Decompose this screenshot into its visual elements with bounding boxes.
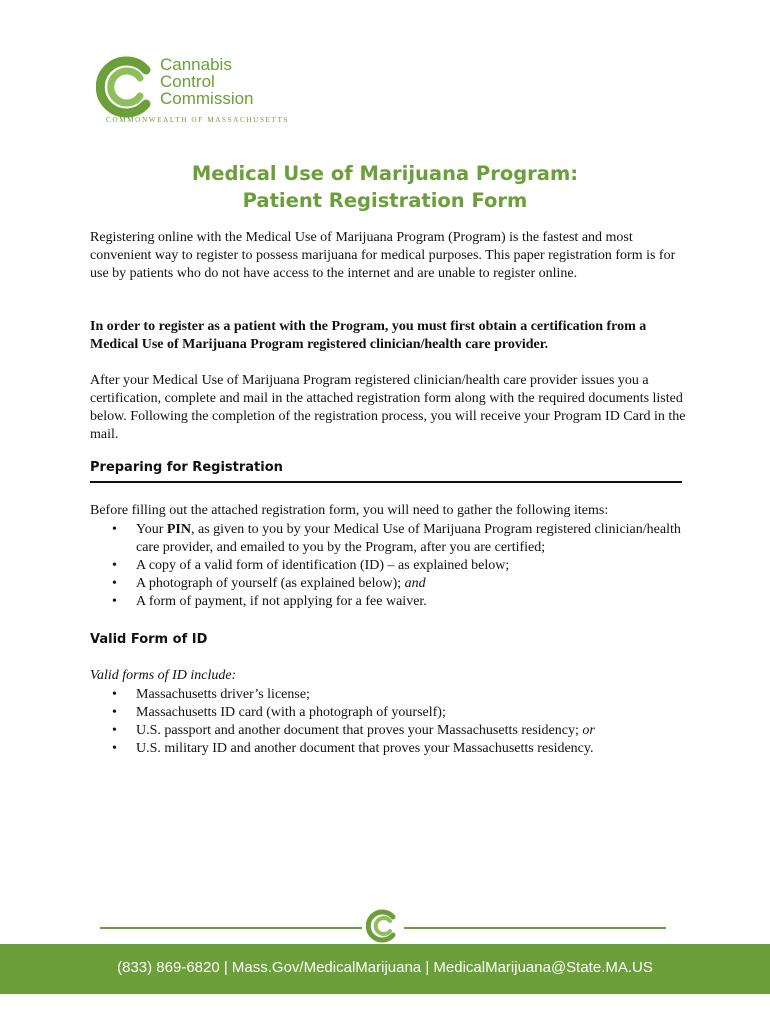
preparing-heading: Preparing for Registration [90, 460, 283, 475]
preparing-items-list [112, 521, 692, 611]
after-certification-paragraph: After your Medical Use of Marijuana Program registered clinician/health care provider issues you a certification, complete and mail in the attached registration form along with the required documents listed below. Following the completion of the registration process, you will receive your Program ID Card in the mail. [90, 373, 686, 442]
page-title [0, 160, 770, 214]
list-item [112, 704, 692, 722]
logo-line-2: Control [160, 72, 215, 91]
item-text: Massachusetts driver’s license; [136, 687, 310, 702]
footer-contact: (833) 869-6820 | Mass.Gov/MedicalMarijuana | MedicalMarijuana@State.MA.US [117, 959, 653, 976]
item-text: A photograph of yourself (as explained below); [136, 576, 405, 591]
logo-subtitle: COMMONWEALTH OF MASSACHUSETTS [106, 116, 290, 124]
item-text: A copy of a valid form of identification (ID) – as explained below; [136, 558, 510, 573]
item-text: , as given to you by your Medical Use of Marijuana Program registered clinician/health care provider, and emailed to you by the Program, after you are certified; [136, 522, 681, 555]
item-text: Your [136, 522, 167, 537]
cannabis-control-commission-mark-icon [366, 909, 400, 943]
title-line-1: Medical Use of Marijuana Program: [191, 162, 579, 185]
valid-id-heading: Valid Form of ID [90, 632, 208, 647]
list-item [112, 521, 692, 557]
list-item [112, 740, 692, 758]
item-text: Massachusetts ID card (with a photograph of yourself); [136, 705, 446, 720]
title-line-2: Patient Registration Form [242, 189, 528, 212]
logo-wordmark [160, 56, 254, 107]
list-item [112, 722, 692, 740]
valid-id-list [112, 686, 692, 758]
list-item [112, 557, 692, 575]
list-item [112, 593, 692, 611]
commission-logo [96, 54, 296, 134]
list-item [112, 575, 692, 593]
cannabis-control-commission-logo-icon [96, 56, 158, 118]
item-conjunction: or [582, 723, 595, 738]
section-divider [90, 481, 682, 483]
item-text: U.S. military ID and another document that proves your Massachusetts residency. [136, 741, 594, 756]
intro-paragraph: Registering online with the Medical Use of Marijuana Program (Program) is the fastest and most convenient way to register to possess marijuana for medical purposes. This paper registration form is for use by patients who do not have access to the internet and are unable to register online. [90, 230, 676, 281]
list-item [112, 686, 692, 704]
logo-line-3: Commission [160, 89, 254, 108]
logo-line-1: Cannabis [160, 55, 232, 74]
footer-divider-left [100, 927, 362, 929]
pin-emphasis: PIN [166, 522, 191, 537]
valid-id-lead: Valid forms of ID include: [90, 668, 237, 683]
item-conjunction: and [404, 576, 426, 591]
item-text: U.S. passport and another document that proves your Massachusetts residency; [136, 723, 583, 738]
preparing-lead: Before filling out the attached registration form, you will need to gather the following items: [90, 503, 609, 518]
certification-notice: In order to register as a patient with the Program, you must first obtain a certification from a Medical Use of Marijuana Program registered clinician/health care provider. [90, 319, 647, 352]
footer-divider-right [404, 927, 666, 929]
item-text: A form of payment, if not applying for a fee waiver. [136, 594, 427, 609]
